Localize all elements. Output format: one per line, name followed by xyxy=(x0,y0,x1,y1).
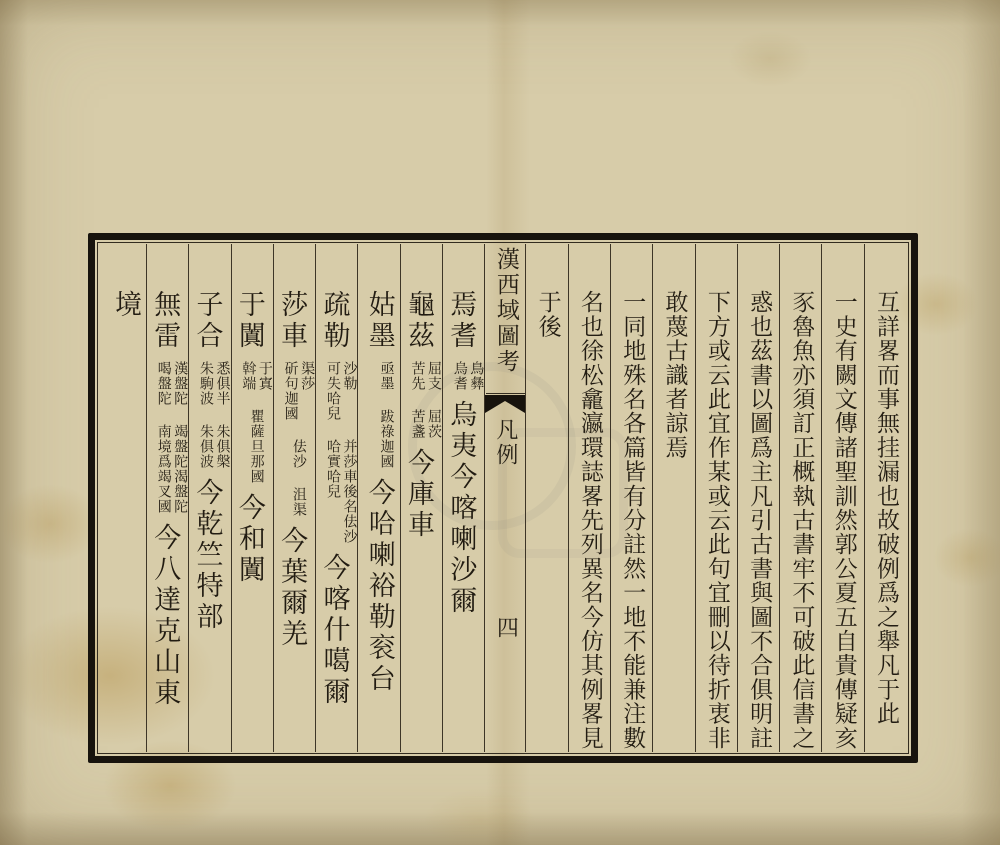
page-number: 四 xyxy=(493,616,519,638)
column-text: 今庫車 xyxy=(403,448,435,541)
annotation-line: 哈實哈兒 xyxy=(324,439,341,499)
interlinear-annotation xyxy=(451,361,484,391)
annotation-line: 朱俱波 xyxy=(198,424,215,469)
fishtail-mark xyxy=(485,395,525,416)
text-column xyxy=(400,244,442,752)
text-column xyxy=(104,244,146,752)
column-text: 今乾竺特部 xyxy=(191,478,223,633)
annotation-line: 并莎車後名佉沙 xyxy=(341,439,358,544)
text-column xyxy=(273,244,315,752)
column-text: 一同地殊名各篇皆有分註然一地不能兼注數 xyxy=(619,290,646,750)
text-column xyxy=(864,244,906,752)
annotation-line: 渠莎 xyxy=(299,361,316,391)
column-text: 一史有闕文傳諸聖訓然郭公夏五自貴傳疑亥 xyxy=(830,290,857,750)
annotation-line: 于寘 xyxy=(256,361,273,391)
annotation-line: 沙勒 xyxy=(341,361,358,391)
annotation-line: 朱駒波 xyxy=(198,361,215,406)
interlinear-annotation xyxy=(378,409,395,469)
interlinear-annotation xyxy=(248,409,265,484)
column-text: 龜茲 xyxy=(403,290,435,352)
column-text: 惑也茲書以圖爲主凡引古書與圖不合俱明註 xyxy=(746,290,773,750)
annotation-line: 屈茨 xyxy=(426,409,443,439)
column-text: 于闐 xyxy=(233,290,265,352)
column-text: 于後 xyxy=(534,290,561,339)
interlinear-annotation xyxy=(409,409,442,439)
annotation-line: 悉俱半 xyxy=(214,361,231,406)
text-column xyxy=(652,244,694,752)
text-block xyxy=(100,244,906,752)
annotation-line: 鳥彝 xyxy=(468,361,485,391)
annotation-line: 亟墨 xyxy=(378,361,395,391)
text-column xyxy=(442,244,484,752)
interlinear-annotation xyxy=(155,424,188,514)
column-text: 境 xyxy=(109,290,141,321)
annotation-line: 跋祿迦國 xyxy=(378,409,395,469)
column-text: 無雷 xyxy=(149,290,181,352)
annotation-line: 苦盞 xyxy=(409,409,426,439)
column-text: 敢蔑古識者諒焉 xyxy=(661,290,688,460)
annotation-line: 佉沙 xyxy=(290,439,307,469)
interlinear-annotation xyxy=(155,361,188,406)
text-column xyxy=(779,244,821,752)
text-column xyxy=(146,244,188,752)
interlinear-annotation xyxy=(198,361,231,406)
interlinear-annotation xyxy=(324,439,357,544)
text-column xyxy=(568,244,610,752)
annotation-line: 朱俱槃 xyxy=(214,424,231,469)
annotation-line: 沮渠 xyxy=(290,487,307,517)
annotation-line: 漢盤陀 xyxy=(172,361,189,406)
text-column xyxy=(357,244,399,752)
annotation-line: 瞿薩旦那國 xyxy=(248,409,265,484)
column-text: 今哈喇裕勒衮台 xyxy=(363,478,395,695)
left-half-page xyxy=(104,244,485,752)
interlinear-annotation xyxy=(290,439,307,469)
annotation-line: 斡端 xyxy=(240,361,257,391)
text-column xyxy=(821,244,863,752)
interlinear-annotation xyxy=(282,361,315,421)
page-frame xyxy=(88,233,918,763)
column-text: 今八達克山東 xyxy=(149,523,181,709)
text-column xyxy=(695,244,737,752)
column-text: 豕魯魚亦須訂正概執古書牢不可破此信書之 xyxy=(788,290,815,750)
banxin-column xyxy=(484,244,525,752)
column-text: 姑墨 xyxy=(363,290,395,352)
column-text: 互詳畧而事無挂漏也故破例爲之舉凡于此 xyxy=(873,290,899,726)
annotation-line: 苦先 xyxy=(409,361,426,391)
interlinear-annotation xyxy=(409,361,442,391)
column-text: 名也徐松龕瀛環誌畧先列異名今仿其例畧見 xyxy=(576,290,603,750)
text-column xyxy=(231,244,273,752)
column-text: 莎車 xyxy=(276,290,308,352)
annotation-line: 可失哈兒 xyxy=(324,361,341,421)
column-text: 下方或云此宜作某或云此句宜刪以待折衷非 xyxy=(703,290,730,750)
annotation-line: 屈支 xyxy=(426,361,443,391)
annotation-line: 竭盤陀渴盤陀 xyxy=(172,424,189,514)
column-text: 今葉爾羌 xyxy=(276,526,308,650)
column-text: 疏勒 xyxy=(318,290,350,352)
right-half-page xyxy=(525,244,906,752)
annotation-line: 烏耆 xyxy=(451,361,468,391)
interlinear-annotation xyxy=(240,361,273,391)
text-column xyxy=(737,244,779,752)
text-column xyxy=(188,244,230,752)
annotation-line: 喝盤陀 xyxy=(155,361,172,406)
column-text: 焉耆 xyxy=(445,290,477,352)
annotation-line: 南境爲竭叉國 xyxy=(155,424,172,514)
column-text: 烏夷今喀喇沙爾 xyxy=(445,400,477,617)
interlinear-annotation xyxy=(324,361,357,421)
section-title: 凡例 xyxy=(492,418,518,468)
column-text: 子合 xyxy=(191,290,223,352)
column-text: 今喀什噶爾 xyxy=(318,553,350,708)
text-column xyxy=(525,244,567,752)
book-title: 漢西域圖考 xyxy=(486,244,525,394)
column-text: 今和闐 xyxy=(233,493,265,586)
interlinear-annotation xyxy=(378,361,395,391)
interlinear-annotation xyxy=(198,424,231,469)
interlinear-annotation xyxy=(290,487,307,517)
text-column xyxy=(315,244,357,752)
text-column xyxy=(610,244,652,752)
annotation-line: 斫句迦國 xyxy=(282,361,299,421)
